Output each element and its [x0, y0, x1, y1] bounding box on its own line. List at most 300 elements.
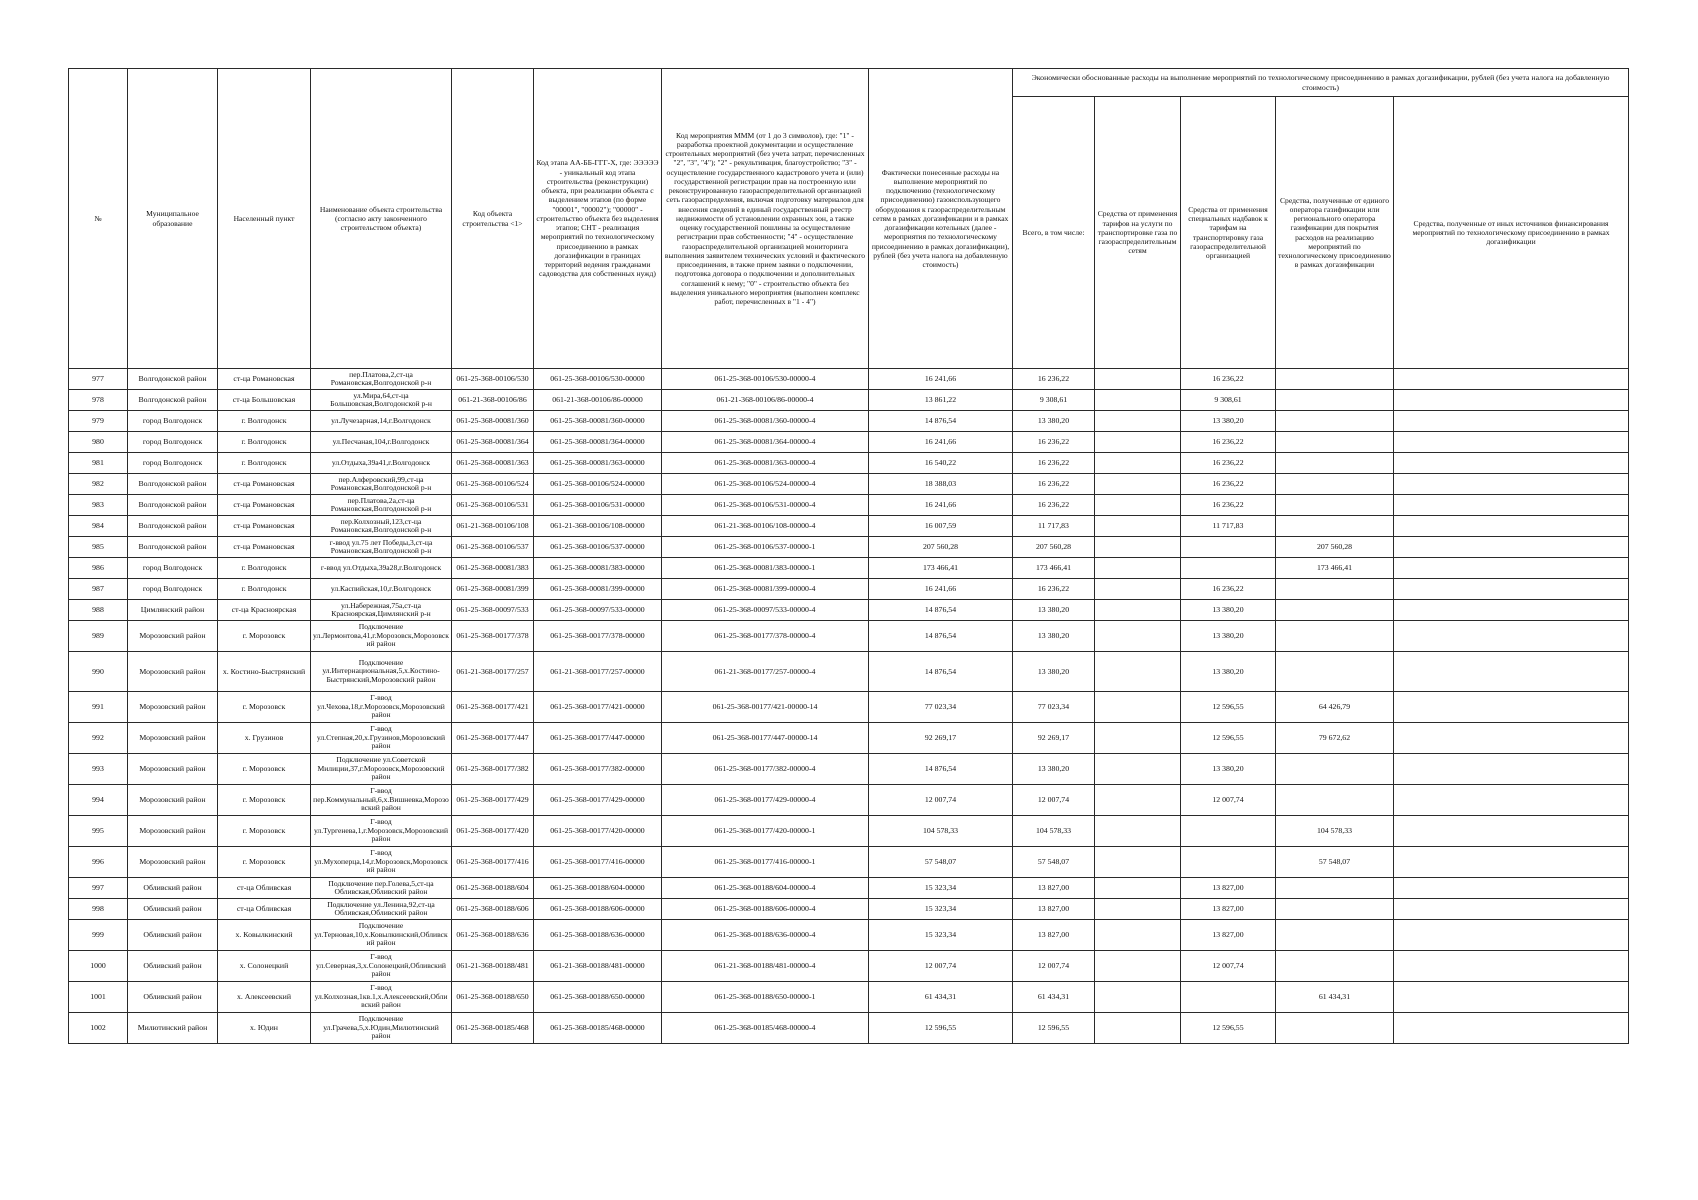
row-number: 979 [69, 411, 128, 432]
row-operator-funds [1276, 453, 1394, 474]
row-surcharge-funds: 12 007,74 [1181, 785, 1276, 816]
row-surcharge-funds [1181, 816, 1276, 847]
table-row [69, 816, 1629, 847]
table-row [69, 754, 1629, 785]
row-total: 13 827,00 [1013, 899, 1095, 920]
header-municipality: Муниципальное образование [128, 69, 218, 369]
row-actual-costs: 15 323,34 [869, 920, 1013, 951]
row-stage-code: 061-25-368-00106/530-00000 [534, 369, 662, 390]
row-number: 998 [69, 899, 128, 920]
row-settlement: г. Волгодонск [218, 432, 311, 453]
row-municipality: город Волгодонск [128, 579, 218, 600]
row-actual-costs: 16 241,66 [869, 495, 1013, 516]
row-settlement: ст-ца Романовская [218, 369, 311, 390]
row-other-funds [1394, 432, 1629, 453]
row-other-funds [1394, 816, 1629, 847]
row-operator-funds: 57 548,07 [1276, 847, 1394, 878]
table-row [69, 516, 1629, 537]
table-row [69, 579, 1629, 600]
row-object-code: 061-25-368-00185/468 [452, 1013, 534, 1044]
row-object-code: 061-25-368-00177/416 [452, 847, 534, 878]
row-total: 13 827,00 [1013, 920, 1095, 951]
row-tariff-funds [1095, 453, 1181, 474]
row-tariff-funds [1095, 495, 1181, 516]
row-number: 987 [69, 579, 128, 600]
row-total: 13 827,00 [1013, 878, 1095, 899]
row-surcharge-funds [1181, 558, 1276, 579]
row-event-code: 061-21-368-00106/86-00000-4 [662, 390, 869, 411]
row-stage-code: 061-25-368-00081/360-00000 [534, 411, 662, 432]
row-settlement: х. Грузинов [218, 723, 311, 754]
row-event-code: 061-25-368-00106/537-00000-1 [662, 537, 869, 558]
row-object-name: Г-ввод ул.Колхозная,1кв.1,х.Алексеевский,Обливский район [311, 982, 452, 1013]
row-other-funds [1394, 516, 1629, 537]
row-object-name: Подключение ул.Советской Милиции,37,г.Морозовск,Морозовский район [311, 754, 452, 785]
row-surcharge-funds: 13 827,00 [1181, 878, 1276, 899]
row-other-funds [1394, 723, 1629, 754]
row-operator-funds [1276, 652, 1394, 692]
row-tariff-funds [1095, 579, 1181, 600]
row-operator-funds: 207 560,28 [1276, 537, 1394, 558]
row-actual-costs: 16 241,66 [869, 369, 1013, 390]
row-tariff-funds [1095, 390, 1181, 411]
table-row [69, 411, 1629, 432]
row-object-code: 061-25-368-00188/650 [452, 982, 534, 1013]
row-actual-costs: 173 466,41 [869, 558, 1013, 579]
row-surcharge-funds: 16 236,22 [1181, 474, 1276, 495]
header-operator-funds: Средства, полученные от единого оператора газификации или регионального оператора газификации для покрытия расходов на реализацию мероприятий по технологическому присоединению в рамках догазификации [1276, 97, 1394, 369]
row-number: 984 [69, 516, 128, 537]
row-total: 77 023,34 [1013, 692, 1095, 723]
table-row [69, 453, 1629, 474]
row-operator-funds [1276, 951, 1394, 982]
row-tariff-funds [1095, 847, 1181, 878]
row-settlement: г. Волгодонск [218, 411, 311, 432]
row-actual-costs: 77 023,34 [869, 692, 1013, 723]
row-object-name: Подключение ул.Ленина,92,ст-ца Обливская,Обливский район [311, 899, 452, 920]
table-row [69, 899, 1629, 920]
row-tariff-funds [1095, 432, 1181, 453]
row-settlement: г. Волгодонск [218, 579, 311, 600]
row-object-code: 061-21-368-00106/86 [452, 390, 534, 411]
row-object-code: 061-25-368-00188/606 [452, 899, 534, 920]
table-row [69, 369, 1629, 390]
row-settlement: г. Морозовск [218, 621, 311, 652]
row-event-code: 061-25-368-00106/530-00000-4 [662, 369, 869, 390]
row-actual-costs: 14 876,54 [869, 600, 1013, 621]
table-row [69, 878, 1629, 899]
row-object-name: пер.Колхозный,123,ст-ца Романовская,Волгодонской р-н [311, 516, 452, 537]
row-object-code: 061-25-368-00177/447 [452, 723, 534, 754]
row-operator-funds [1276, 579, 1394, 600]
row-municipality: город Волгодонск [128, 411, 218, 432]
row-object-name: г-ввод ул.75 лет Победы,3,ст-ца Романовская,Волгодонской р-н [311, 537, 452, 558]
row-surcharge-funds: 13 380,20 [1181, 600, 1276, 621]
row-other-funds [1394, 390, 1629, 411]
row-other-funds [1394, 920, 1629, 951]
row-operator-funds [1276, 495, 1394, 516]
row-operator-funds [1276, 369, 1394, 390]
row-event-code: 061-25-368-00188/650-00000-1 [662, 982, 869, 1013]
row-stage-code: 061-21-368-00106/108-00000 [534, 516, 662, 537]
header-economic-costs-group: Экономически обоснованные расходы на выполнение мероприятий по технологическому присоединению в рамках догазификации, рублей (без учета налога на добавленную стоимость) [1013, 69, 1629, 97]
row-other-funds [1394, 579, 1629, 600]
row-operator-funds [1276, 878, 1394, 899]
row-event-code: 061-25-368-00081/399-00000-4 [662, 579, 869, 600]
row-total: 13 380,20 [1013, 754, 1095, 785]
row-object-name: ул.Отдыха,39а41,г.Волгодонск [311, 453, 452, 474]
row-stage-code: 061-25-368-00177/382-00000 [534, 754, 662, 785]
row-operator-funds: 79 672,62 [1276, 723, 1394, 754]
row-tariff-funds [1095, 878, 1181, 899]
row-object-code: 061-25-368-00188/604 [452, 878, 534, 899]
row-other-funds [1394, 847, 1629, 878]
row-tariff-funds [1095, 411, 1181, 432]
row-total: 13 380,20 [1013, 411, 1095, 432]
row-municipality: город Волгодонск [128, 558, 218, 579]
header-event-code: Код мероприятия МММ (от 1 до 3 символов), где: "1" - разработка проектной документации и осуществление строительных мероприятий (без учета затрат, перечисленных "2", "3", "4"); "2" - рекультивация, благоустройство; "3" - осуществление государственного кадастрового учета и (или) государственной регистрации прав на построенную или реконструированную газораспределительной организацией сеть газораспределения, включая подготовку материалов для внесения сведений в единый государственный реестр недвижимости об установлении охранных зон, а также оценку государственной пошлины за осуществление регистрации прав собственности; "4" - осуществление газораспределительной организацией мониторинга выполнения заявителем технических условий и фактического присоединения, в также прием заявки о подключении, подготовка договора о подключении и дополнительных соглашений к нему; "0" - строительство объекта без выделения уникального мероприятия (выполнен комплекс работ, перечисленных в "1 - 4") [662, 69, 869, 369]
row-object-name: ул.Мира,64,ст-ца Большовская,Волгодонской р-н [311, 390, 452, 411]
table-row [69, 692, 1629, 723]
table-row [69, 847, 1629, 878]
row-number: 994 [69, 785, 128, 816]
row-tariff-funds [1095, 474, 1181, 495]
row-settlement: ст-ца Красноярская [218, 600, 311, 621]
row-settlement: х. Солонецкий [218, 951, 311, 982]
row-tariff-funds [1095, 621, 1181, 652]
table-body [69, 369, 1629, 1044]
row-object-code: 061-25-368-00106/537 [452, 537, 534, 558]
row-other-funds [1394, 982, 1629, 1013]
row-actual-costs: 14 876,54 [869, 652, 1013, 692]
row-object-code: 061-25-368-00081/399 [452, 579, 534, 600]
row-object-code: 061-25-368-00106/524 [452, 474, 534, 495]
row-municipality: Обливский район [128, 920, 218, 951]
header-actual-costs: Фактически понесенные расходы на выполнение мероприятий по подключению (технологическому присоединению) газоиспользующего оборудования к газораспределительным сетям в рамках догазификации и в рамках догазификации котельных (далее - мероприятия по технологическому присоединению в рамках догазификации), рублей (без учета налога на добавленную стоимость) [869, 69, 1013, 369]
row-municipality: Морозовский район [128, 621, 218, 652]
table-row [69, 600, 1629, 621]
row-operator-funds: 104 578,33 [1276, 816, 1394, 847]
row-number: 978 [69, 390, 128, 411]
row-other-funds [1394, 692, 1629, 723]
row-surcharge-funds [1181, 982, 1276, 1013]
row-total: 13 380,20 [1013, 600, 1095, 621]
row-surcharge-funds: 13 380,20 [1181, 652, 1276, 692]
row-actual-costs: 104 578,33 [869, 816, 1013, 847]
row-stage-code: 061-25-368-00081/364-00000 [534, 432, 662, 453]
row-surcharge-funds: 12 596,55 [1181, 723, 1276, 754]
row-other-funds [1394, 495, 1629, 516]
row-stage-code: 061-25-368-00177/416-00000 [534, 847, 662, 878]
row-object-name: ул.Набережная,75а,ст-ца Красноярская,Цимлянский р-н [311, 600, 452, 621]
row-surcharge-funds [1181, 537, 1276, 558]
row-settlement: г. Морозовск [218, 692, 311, 723]
row-municipality: Морозовский район [128, 754, 218, 785]
row-tariff-funds [1095, 785, 1181, 816]
row-object-name: ул.Каспийская,10,г.Волгодонск [311, 579, 452, 600]
row-tariff-funds [1095, 982, 1181, 1013]
table-row [69, 621, 1629, 652]
row-settlement: х. Костино-Быстрянский [218, 652, 311, 692]
row-operator-funds [1276, 411, 1394, 432]
row-settlement: г. Морозовск [218, 847, 311, 878]
row-event-code: 061-25-368-00081/363-00000-4 [662, 453, 869, 474]
row-stage-code: 061-25-368-00188/606-00000 [534, 899, 662, 920]
row-actual-costs: 15 323,34 [869, 899, 1013, 920]
row-object-code: 061-21-368-00188/481 [452, 951, 534, 982]
table-row [69, 951, 1629, 982]
row-tariff-funds [1095, 754, 1181, 785]
row-actual-costs: 15 323,34 [869, 878, 1013, 899]
row-stage-code: 061-25-368-00081/383-00000 [534, 558, 662, 579]
row-event-code: 061-21-368-00106/108-00000-4 [662, 516, 869, 537]
row-actual-costs: 207 560,28 [869, 537, 1013, 558]
row-municipality: Морозовский район [128, 785, 218, 816]
row-surcharge-funds: 16 236,22 [1181, 432, 1276, 453]
row-other-funds [1394, 785, 1629, 816]
row-surcharge-funds: 16 236,22 [1181, 495, 1276, 516]
row-stage-code: 061-25-368-00177/429-00000 [534, 785, 662, 816]
row-number: 996 [69, 847, 128, 878]
row-other-funds [1394, 537, 1629, 558]
row-stage-code: 061-25-368-00106/531-00000 [534, 495, 662, 516]
table-row [69, 432, 1629, 453]
row-other-funds [1394, 600, 1629, 621]
row-event-code: 061-25-368-00177/420-00000-1 [662, 816, 869, 847]
row-total: 173 466,41 [1013, 558, 1095, 579]
row-actual-costs: 16 540,22 [869, 453, 1013, 474]
row-event-code: 061-25-368-00188/604-00000-4 [662, 878, 869, 899]
row-event-code: 061-25-368-00081/364-00000-4 [662, 432, 869, 453]
row-settlement: г. Морозовск [218, 754, 311, 785]
row-surcharge-funds: 13 827,00 [1181, 899, 1276, 920]
row-object-name: Г-ввод ул.Чехова,18,г.Морозовск,Морозовский район [311, 692, 452, 723]
table-row [69, 474, 1629, 495]
row-event-code: 061-21-368-00188/481-00000-4 [662, 951, 869, 982]
row-surcharge-funds: 12 007,74 [1181, 951, 1276, 982]
row-stage-code: 061-21-368-00177/257-00000 [534, 652, 662, 692]
row-actual-costs: 92 269,17 [869, 723, 1013, 754]
row-stage-code: 061-25-368-00081/363-00000 [534, 453, 662, 474]
row-total: 16 236,22 [1013, 495, 1095, 516]
row-number: 995 [69, 816, 128, 847]
row-tariff-funds [1095, 920, 1181, 951]
row-total: 12 007,74 [1013, 951, 1095, 982]
row-settlement: ст-ца Обливская [218, 899, 311, 920]
row-settlement: г. Морозовск [218, 785, 311, 816]
row-actual-costs: 13 861,22 [869, 390, 1013, 411]
row-operator-funds [1276, 390, 1394, 411]
row-operator-funds [1276, 600, 1394, 621]
row-total: 92 269,17 [1013, 723, 1095, 754]
row-stage-code: 061-25-368-00188/636-00000 [534, 920, 662, 951]
row-object-code: 061-21-368-00177/257 [452, 652, 534, 692]
row-other-funds [1394, 453, 1629, 474]
row-stage-code: 061-25-368-00185/468-00000 [534, 1013, 662, 1044]
row-actual-costs: 18 388,03 [869, 474, 1013, 495]
document-sheet [68, 68, 1628, 1044]
row-event-code: 061-25-368-00185/468-00000-4 [662, 1013, 869, 1044]
row-event-code: 061-21-368-00177/257-00000-4 [662, 652, 869, 692]
row-object-code: 061-25-368-00106/530 [452, 369, 534, 390]
row-object-code: 061-25-368-00177/378 [452, 621, 534, 652]
row-event-code: 061-25-368-00081/383-00000-1 [662, 558, 869, 579]
row-municipality: Морозовский район [128, 847, 218, 878]
row-surcharge-funds: 12 596,55 [1181, 692, 1276, 723]
row-total: 104 578,33 [1013, 816, 1095, 847]
row-total: 61 434,31 [1013, 982, 1095, 1013]
row-object-code: 061-25-368-00081/363 [452, 453, 534, 474]
row-municipality: Волгодонской район [128, 495, 218, 516]
row-total: 16 236,22 [1013, 453, 1095, 474]
row-event-code: 061-25-368-00081/360-00000-4 [662, 411, 869, 432]
row-object-name: г-ввод ул.Отдыха,39а28,г.Волгодонск [311, 558, 452, 579]
row-object-name: Подключение ул.Интернациональная,5,х.Костино-Быстрянский,Морозовский район [311, 652, 452, 692]
row-object-code: 061-25-368-00177/420 [452, 816, 534, 847]
row-object-name: Подключение ул.Грачева,5,х.Юдин,Милютинский район [311, 1013, 452, 1044]
row-municipality: Волгодонской район [128, 474, 218, 495]
row-event-code: 061-25-368-00188/636-00000-4 [662, 920, 869, 951]
row-settlement: ст-ца Романовская [218, 516, 311, 537]
row-object-code: 061-25-368-00081/360 [452, 411, 534, 432]
row-object-name: Г-ввод ул.Северная,3,х.Солонецкий,Обливский район [311, 951, 452, 982]
row-object-name: пер.Алферовский,99,ст-ца Романовская,Волгодонской р-н [311, 474, 452, 495]
row-total: 13 380,20 [1013, 652, 1095, 692]
header-number: № [69, 69, 128, 369]
row-object-name: ул.Песчаная,104,г.Волгодонск [311, 432, 452, 453]
row-surcharge-funds: 12 596,55 [1181, 1013, 1276, 1044]
row-total: 16 236,22 [1013, 579, 1095, 600]
header-object-name: Наименование объекта строительства (согласно акту законченного строительством объекта) [311, 69, 452, 369]
row-actual-costs: 14 876,54 [869, 411, 1013, 432]
row-object-code: 061-25-368-00177/429 [452, 785, 534, 816]
row-municipality: Морозовский район [128, 723, 218, 754]
row-object-code: 061-25-368-00177/382 [452, 754, 534, 785]
row-settlement: г. Волгодонск [218, 558, 311, 579]
row-surcharge-funds: 13 380,20 [1181, 411, 1276, 432]
row-actual-costs: 12 007,74 [869, 951, 1013, 982]
row-tariff-funds [1095, 692, 1181, 723]
row-tariff-funds [1095, 723, 1181, 754]
row-operator-funds [1276, 516, 1394, 537]
row-operator-funds [1276, 785, 1394, 816]
row-stage-code: 061-25-368-00177/447-00000 [534, 723, 662, 754]
row-total: 16 236,22 [1013, 369, 1095, 390]
row-number: 991 [69, 692, 128, 723]
row-total: 11 717,83 [1013, 516, 1095, 537]
table-row [69, 982, 1629, 1013]
header-tariff-funds: Средства от применения тарифов на услуги по транспортировке газа по газораспределительным сетям [1095, 97, 1181, 369]
row-settlement: г. Морозовск [218, 816, 311, 847]
row-municipality: Морозовский район [128, 652, 218, 692]
row-surcharge-funds: 13 380,20 [1181, 621, 1276, 652]
header-stage-code: Код этапа АА-ББ-ГГГ-Х, где: ЭЭЭЭЭ - уникальный код этапа строительства (реконструкции) объекта, при реализации объекта с выделением этапов (по форме "00001", "00002"); "00000" - строительство объекта без выделения этапов; СНТ - реализация мероприятий по технологическому присоединению в рамках догазификации в границах территорий ведения гражданами садоводства для собственных нужд) [534, 69, 662, 369]
row-object-name: ул.Лучезарная,14,г.Волгодонск [311, 411, 452, 432]
row-event-code: 061-25-368-00106/531-00000-4 [662, 495, 869, 516]
row-object-name: пер.Платова,2,ст-ца Романовская,Волгодонской р-н [311, 369, 452, 390]
row-surcharge-funds: 16 236,22 [1181, 453, 1276, 474]
table-row [69, 723, 1629, 754]
row-number: 977 [69, 369, 128, 390]
row-total: 12 007,74 [1013, 785, 1095, 816]
row-operator-funds: 64 426,79 [1276, 692, 1394, 723]
table-row [69, 920, 1629, 951]
row-object-code: 061-21-368-00106/108 [452, 516, 534, 537]
row-number: 986 [69, 558, 128, 579]
row-stage-code: 061-21-368-00106/86-00000 [534, 390, 662, 411]
row-event-code: 061-25-368-00188/606-00000-4 [662, 899, 869, 920]
row-actual-costs: 16 007,59 [869, 516, 1013, 537]
row-object-code: 061-25-368-00081/364 [452, 432, 534, 453]
row-event-code: 061-25-368-00177/378-00000-4 [662, 621, 869, 652]
row-total: 9 308,61 [1013, 390, 1095, 411]
table-header [69, 69, 1629, 369]
row-municipality: Волгодонской район [128, 369, 218, 390]
row-number: 1001 [69, 982, 128, 1013]
row-municipality: Волгодонской район [128, 390, 218, 411]
row-number: 983 [69, 495, 128, 516]
row-municipality: Обливский район [128, 878, 218, 899]
row-actual-costs: 14 876,54 [869, 621, 1013, 652]
table-row [69, 390, 1629, 411]
row-number: 1002 [69, 1013, 128, 1044]
row-stage-code: 061-25-368-00106/537-00000 [534, 537, 662, 558]
row-operator-funds [1276, 474, 1394, 495]
row-municipality: Морозовский район [128, 692, 218, 723]
row-settlement: г. Волгодонск [218, 453, 311, 474]
row-settlement: х. Юдин [218, 1013, 311, 1044]
row-total: 13 380,20 [1013, 621, 1095, 652]
row-number: 993 [69, 754, 128, 785]
row-surcharge-funds: 13 827,00 [1181, 920, 1276, 951]
row-number: 1000 [69, 951, 128, 982]
row-tariff-funds [1095, 951, 1181, 982]
row-object-name: Г-ввод ул.Тургенева,1,г.Морозовск,Морозовский район [311, 816, 452, 847]
header-total: Всего, в том числе: [1013, 97, 1095, 369]
row-actual-costs: 12 596,55 [869, 1013, 1013, 1044]
row-municipality: Обливский район [128, 951, 218, 982]
table-row [69, 558, 1629, 579]
row-other-funds [1394, 411, 1629, 432]
row-tariff-funds [1095, 558, 1181, 579]
row-operator-funds [1276, 1013, 1394, 1044]
row-settlement: ст-ца Большовская [218, 390, 311, 411]
row-municipality: Милютинский район [128, 1013, 218, 1044]
row-surcharge-funds: 9 308,61 [1181, 390, 1276, 411]
row-municipality: Обливский район [128, 899, 218, 920]
header-settlement: Населенный пункт [218, 69, 311, 369]
row-object-code: 061-25-368-00177/421 [452, 692, 534, 723]
gasification-costs-table [68, 68, 1629, 1044]
row-event-code: 061-25-368-00177/421-00000-14 [662, 692, 869, 723]
row-tariff-funds [1095, 600, 1181, 621]
header-surcharge-funds: Средства от применения специальных надбавок к тарифам на транспортировку газа газораспределительной организацией [1181, 97, 1276, 369]
row-other-funds [1394, 878, 1629, 899]
row-actual-costs: 61 434,31 [869, 982, 1013, 1013]
row-event-code: 061-25-368-00177/447-00000-14 [662, 723, 869, 754]
row-settlement: х. Ковылкинский [218, 920, 311, 951]
row-other-funds [1394, 369, 1629, 390]
row-other-funds [1394, 652, 1629, 692]
row-stage-code: 061-25-368-00177/420-00000 [534, 816, 662, 847]
row-total: 16 236,22 [1013, 432, 1095, 453]
row-other-funds [1394, 754, 1629, 785]
row-operator-funds: 173 466,41 [1276, 558, 1394, 579]
row-settlement: ст-ца Романовская [218, 474, 311, 495]
row-object-name: Г-ввод пер.Коммунальный,6,х.Вишневка,Морозовский район [311, 785, 452, 816]
table-row [69, 1013, 1629, 1044]
row-actual-costs: 16 241,66 [869, 579, 1013, 600]
